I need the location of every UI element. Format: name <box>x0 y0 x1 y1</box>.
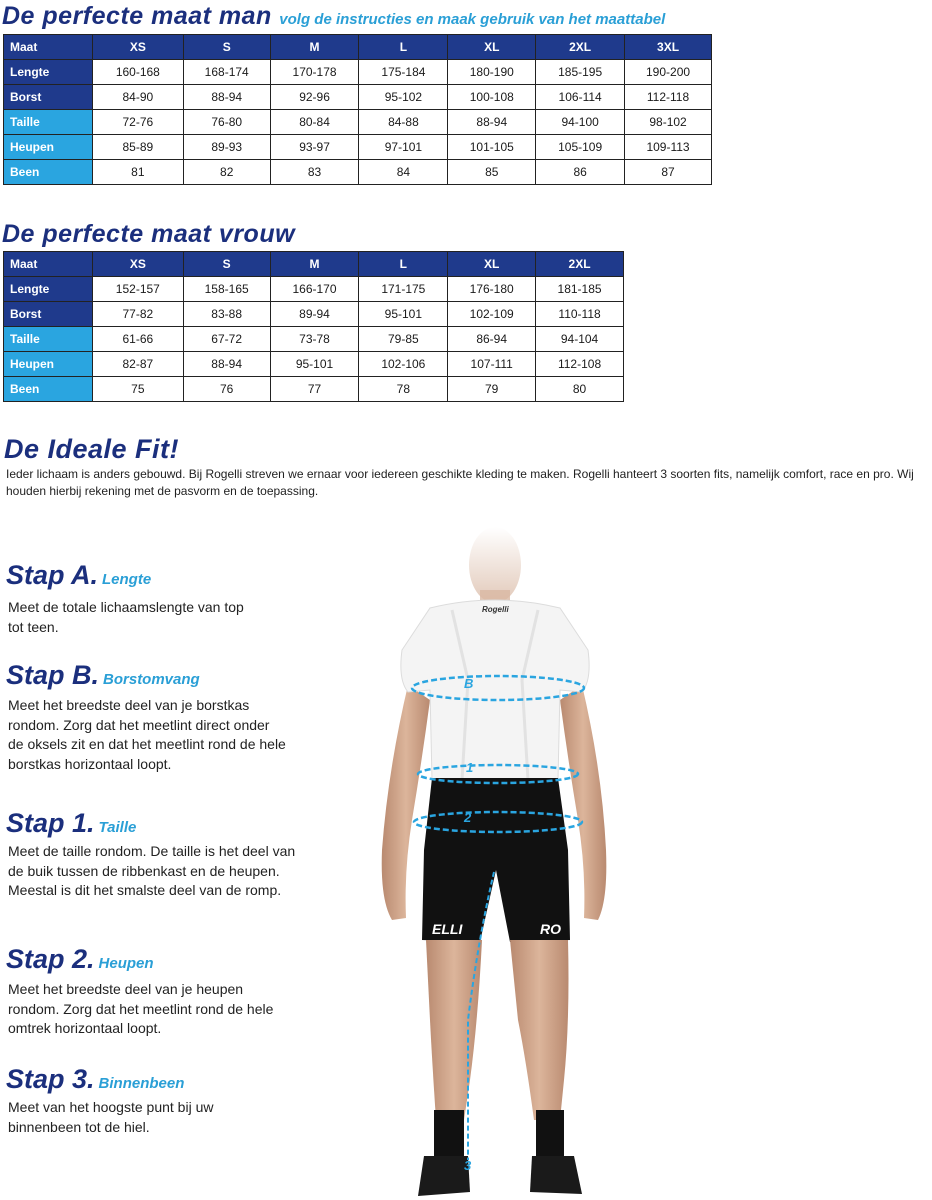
step-b-text: Meet het breedste deel van je borstkas rondom. Zorg dat het meetlint direct onder de oksels zit en dat het meetlint rond de hele borstkas horizontaal loopt. <box>8 697 286 772</box>
women-header-size: L <box>359 252 448 277</box>
right-sock-shape <box>536 1110 564 1160</box>
row-label: Borst <box>4 85 93 110</box>
table-cell: 175-184 <box>359 60 448 85</box>
step-a-text: Meet de totale lichaamslengte van top tot teen. <box>8 599 244 635</box>
table-cell: 86-94 <box>448 327 536 352</box>
step-1-title: Stap 1. <box>6 808 95 838</box>
table-cell: 171-175 <box>359 277 448 302</box>
table-cell: 75 <box>92 377 183 402</box>
men-subtitle: volg de instructies en maak gebruik van het maattabel <box>279 11 666 28</box>
women-header-size: 2XL <box>536 252 624 277</box>
table-cell: 61-66 <box>92 327 183 352</box>
table-cell: 86 <box>536 160 625 185</box>
table-cell: 92-96 <box>270 85 359 110</box>
table-cell: 78 <box>359 377 448 402</box>
table-cell: 72-76 <box>92 110 183 135</box>
table-cell: 102-106 <box>359 352 448 377</box>
left-arm-shape <box>382 685 430 920</box>
table-cell: 93-97 <box>270 135 359 160</box>
table-cell: 83 <box>270 160 359 185</box>
step-2-heading <box>6 944 154 975</box>
row-label: Been <box>4 160 93 185</box>
step-2-text: Meet het breedste deel van je heupen rondom. Zorg dat het meetlint rond de hele omtrek horizontaal loopt. <box>8 981 274 1036</box>
table-cell: 181-185 <box>536 277 624 302</box>
table-cell: 76 <box>183 377 270 402</box>
step-b-name: Borstomvang <box>103 671 200 688</box>
step-1-text: Meet de taille rondom. De taille is het deel van de buik tussen de ribbenkast en de heupen. Meestal is dit het smalste deel van de romp. <box>8 843 296 898</box>
row-label: Taille <box>4 327 93 352</box>
table-cell: 152-157 <box>92 277 183 302</box>
table-cell: 101-105 <box>448 135 536 160</box>
table-cell: 168-174 <box>183 60 270 85</box>
table-cell: 105-109 <box>536 135 625 160</box>
women-header-size: XS <box>92 252 183 277</box>
table-cell: 84-88 <box>359 110 448 135</box>
women-header-size: XL <box>448 252 536 277</box>
men-row-lengte <box>4 60 712 85</box>
men-header-row <box>4 35 712 60</box>
row-label: Heupen <box>4 352 93 377</box>
step-3-title: Stap 3. <box>6 1064 95 1094</box>
table-cell: 73-78 <box>270 327 359 352</box>
table-cell: 190-200 <box>625 60 712 85</box>
table-cell: 79 <box>448 377 536 402</box>
step-b-heading <box>6 660 200 691</box>
women-header-size: S <box>183 252 270 277</box>
women-row-borst <box>4 302 624 327</box>
table-cell: 112-118 <box>625 85 712 110</box>
shorts-shape <box>422 778 570 942</box>
table-cell: 89-93 <box>183 135 270 160</box>
table-cell: 82-87 <box>92 352 183 377</box>
step-3-text: Meet van het hoogste punt bij uw binnenbeen tot de hiel. <box>8 1099 214 1135</box>
table-cell: 102-109 <box>448 302 536 327</box>
table-cell: 95-102 <box>359 85 448 110</box>
table-cell: 85 <box>448 160 536 185</box>
marker-b: B <box>464 676 474 691</box>
step-a-heading <box>6 560 151 591</box>
table-cell: 84-90 <box>92 85 183 110</box>
table-cell: 84 <box>359 160 448 185</box>
step-2-title: Stap 2. <box>6 944 95 974</box>
row-label: Heupen <box>4 135 93 160</box>
table-cell: 185-195 <box>536 60 625 85</box>
jersey-shape <box>401 600 589 780</box>
shorts-right-text: RO <box>540 921 561 937</box>
table-cell: 95-101 <box>359 302 448 327</box>
left-sock-shape <box>434 1110 464 1160</box>
table-cell: 166-170 <box>270 277 359 302</box>
table-cell: 98-102 <box>625 110 712 135</box>
men-row-borst <box>4 85 712 110</box>
men-header-size: S <box>183 35 270 60</box>
men-row-taille <box>4 110 712 135</box>
table-cell: 79-85 <box>359 327 448 352</box>
women-row-taille <box>4 327 624 352</box>
men-header-size: L <box>359 35 448 60</box>
table-cell: 80-84 <box>270 110 359 135</box>
row-label: Borst <box>4 302 93 327</box>
women-header-size: M <box>270 252 359 277</box>
right-leg-shape <box>510 940 569 1120</box>
table-cell: 77 <box>270 377 359 402</box>
cyclist-measurement-figure <box>360 520 640 1200</box>
row-label: Lengte <box>4 277 93 302</box>
shorts-left-text: ELLI <box>432 921 463 937</box>
women-title: De perfecte maat vrouw <box>2 220 296 248</box>
jersey-brand-text: Rogelli <box>482 605 509 614</box>
step-1-heading <box>6 808 136 839</box>
table-cell: 170-178 <box>270 60 359 85</box>
table-cell: 83-88 <box>183 302 270 327</box>
row-label: Been <box>4 377 93 402</box>
men-header-size: M <box>270 35 359 60</box>
women-row-heupen <box>4 352 624 377</box>
table-cell: 77-82 <box>92 302 183 327</box>
step-b-title: Stap B. <box>6 660 100 690</box>
table-cell: 176-180 <box>448 277 536 302</box>
women-row-been <box>4 377 624 402</box>
table-cell: 76-80 <box>183 110 270 135</box>
table-cell: 100-108 <box>448 85 536 110</box>
fit-title: De Ideale Fit! <box>4 434 180 464</box>
table-cell: 88-94 <box>448 110 536 135</box>
row-label: Taille <box>4 110 93 135</box>
table-cell: 82 <box>183 160 270 185</box>
men-header-size: 3XL <box>625 35 712 60</box>
marker-3: 3 <box>464 1158 472 1173</box>
marker-2: 2 <box>464 810 472 825</box>
table-cell: 109-113 <box>625 135 712 160</box>
men-header-maat: Maat <box>4 35 93 60</box>
step-2-name: Heupen <box>98 955 154 972</box>
step-a-title: Stap A. <box>6 560 99 590</box>
men-row-heupen <box>4 135 712 160</box>
table-cell: 67-72 <box>183 327 270 352</box>
table-cell: 80 <box>536 377 624 402</box>
table-cell: 106-114 <box>536 85 625 110</box>
table-cell: 180-190 <box>448 60 536 85</box>
table-cell: 94-104 <box>536 327 624 352</box>
fit-description: Ieder lichaam is anders gebouwd. Bij Rogelli streven we ernaar voor iedereen geschikte kleding te maken. Rogelli hanteert 3 soorten fits, namelijk comfort, race en pro. Wij houden hierbij rekening met de pasvorm en de toepassing. <box>6 467 914 498</box>
women-header-row <box>4 252 624 277</box>
table-cell: 160-168 <box>92 60 183 85</box>
women-size-table <box>3 251 624 402</box>
women-header-maat: Maat <box>4 252 93 277</box>
table-cell: 97-101 <box>359 135 448 160</box>
table-cell: 95-101 <box>270 352 359 377</box>
row-label: Lengte <box>4 60 93 85</box>
men-header-size: XS <box>92 35 183 60</box>
table-cell: 112-108 <box>536 352 624 377</box>
women-row-lengte <box>4 277 624 302</box>
table-cell: 88-94 <box>183 352 270 377</box>
men-header-size: 2XL <box>536 35 625 60</box>
men-title-text: De perfecte maat man <box>2 2 272 30</box>
step-1-name: Taille <box>98 819 137 836</box>
men-title <box>2 2 665 31</box>
table-cell: 94-100 <box>536 110 625 135</box>
table-cell: 81 <box>92 160 183 185</box>
table-cell: 107-111 <box>448 352 536 377</box>
left-leg-shape <box>426 940 482 1120</box>
right-shoe-shape <box>530 1156 582 1194</box>
men-header-size: XL <box>448 35 536 60</box>
table-cell: 85-89 <box>92 135 183 160</box>
men-size-table <box>3 34 712 185</box>
table-cell: 89-94 <box>270 302 359 327</box>
step-3-name: Binnenbeen <box>98 1075 185 1092</box>
table-cell: 158-165 <box>183 277 270 302</box>
marker-1: 1 <box>466 760 474 775</box>
step-3-heading <box>6 1064 184 1095</box>
step-a-name: Lengte <box>102 571 152 588</box>
table-cell: 87 <box>625 160 712 185</box>
men-row-been <box>4 160 712 185</box>
left-shoe-shape <box>418 1156 470 1196</box>
table-cell: 110-118 <box>536 302 624 327</box>
table-cell: 88-94 <box>183 85 270 110</box>
